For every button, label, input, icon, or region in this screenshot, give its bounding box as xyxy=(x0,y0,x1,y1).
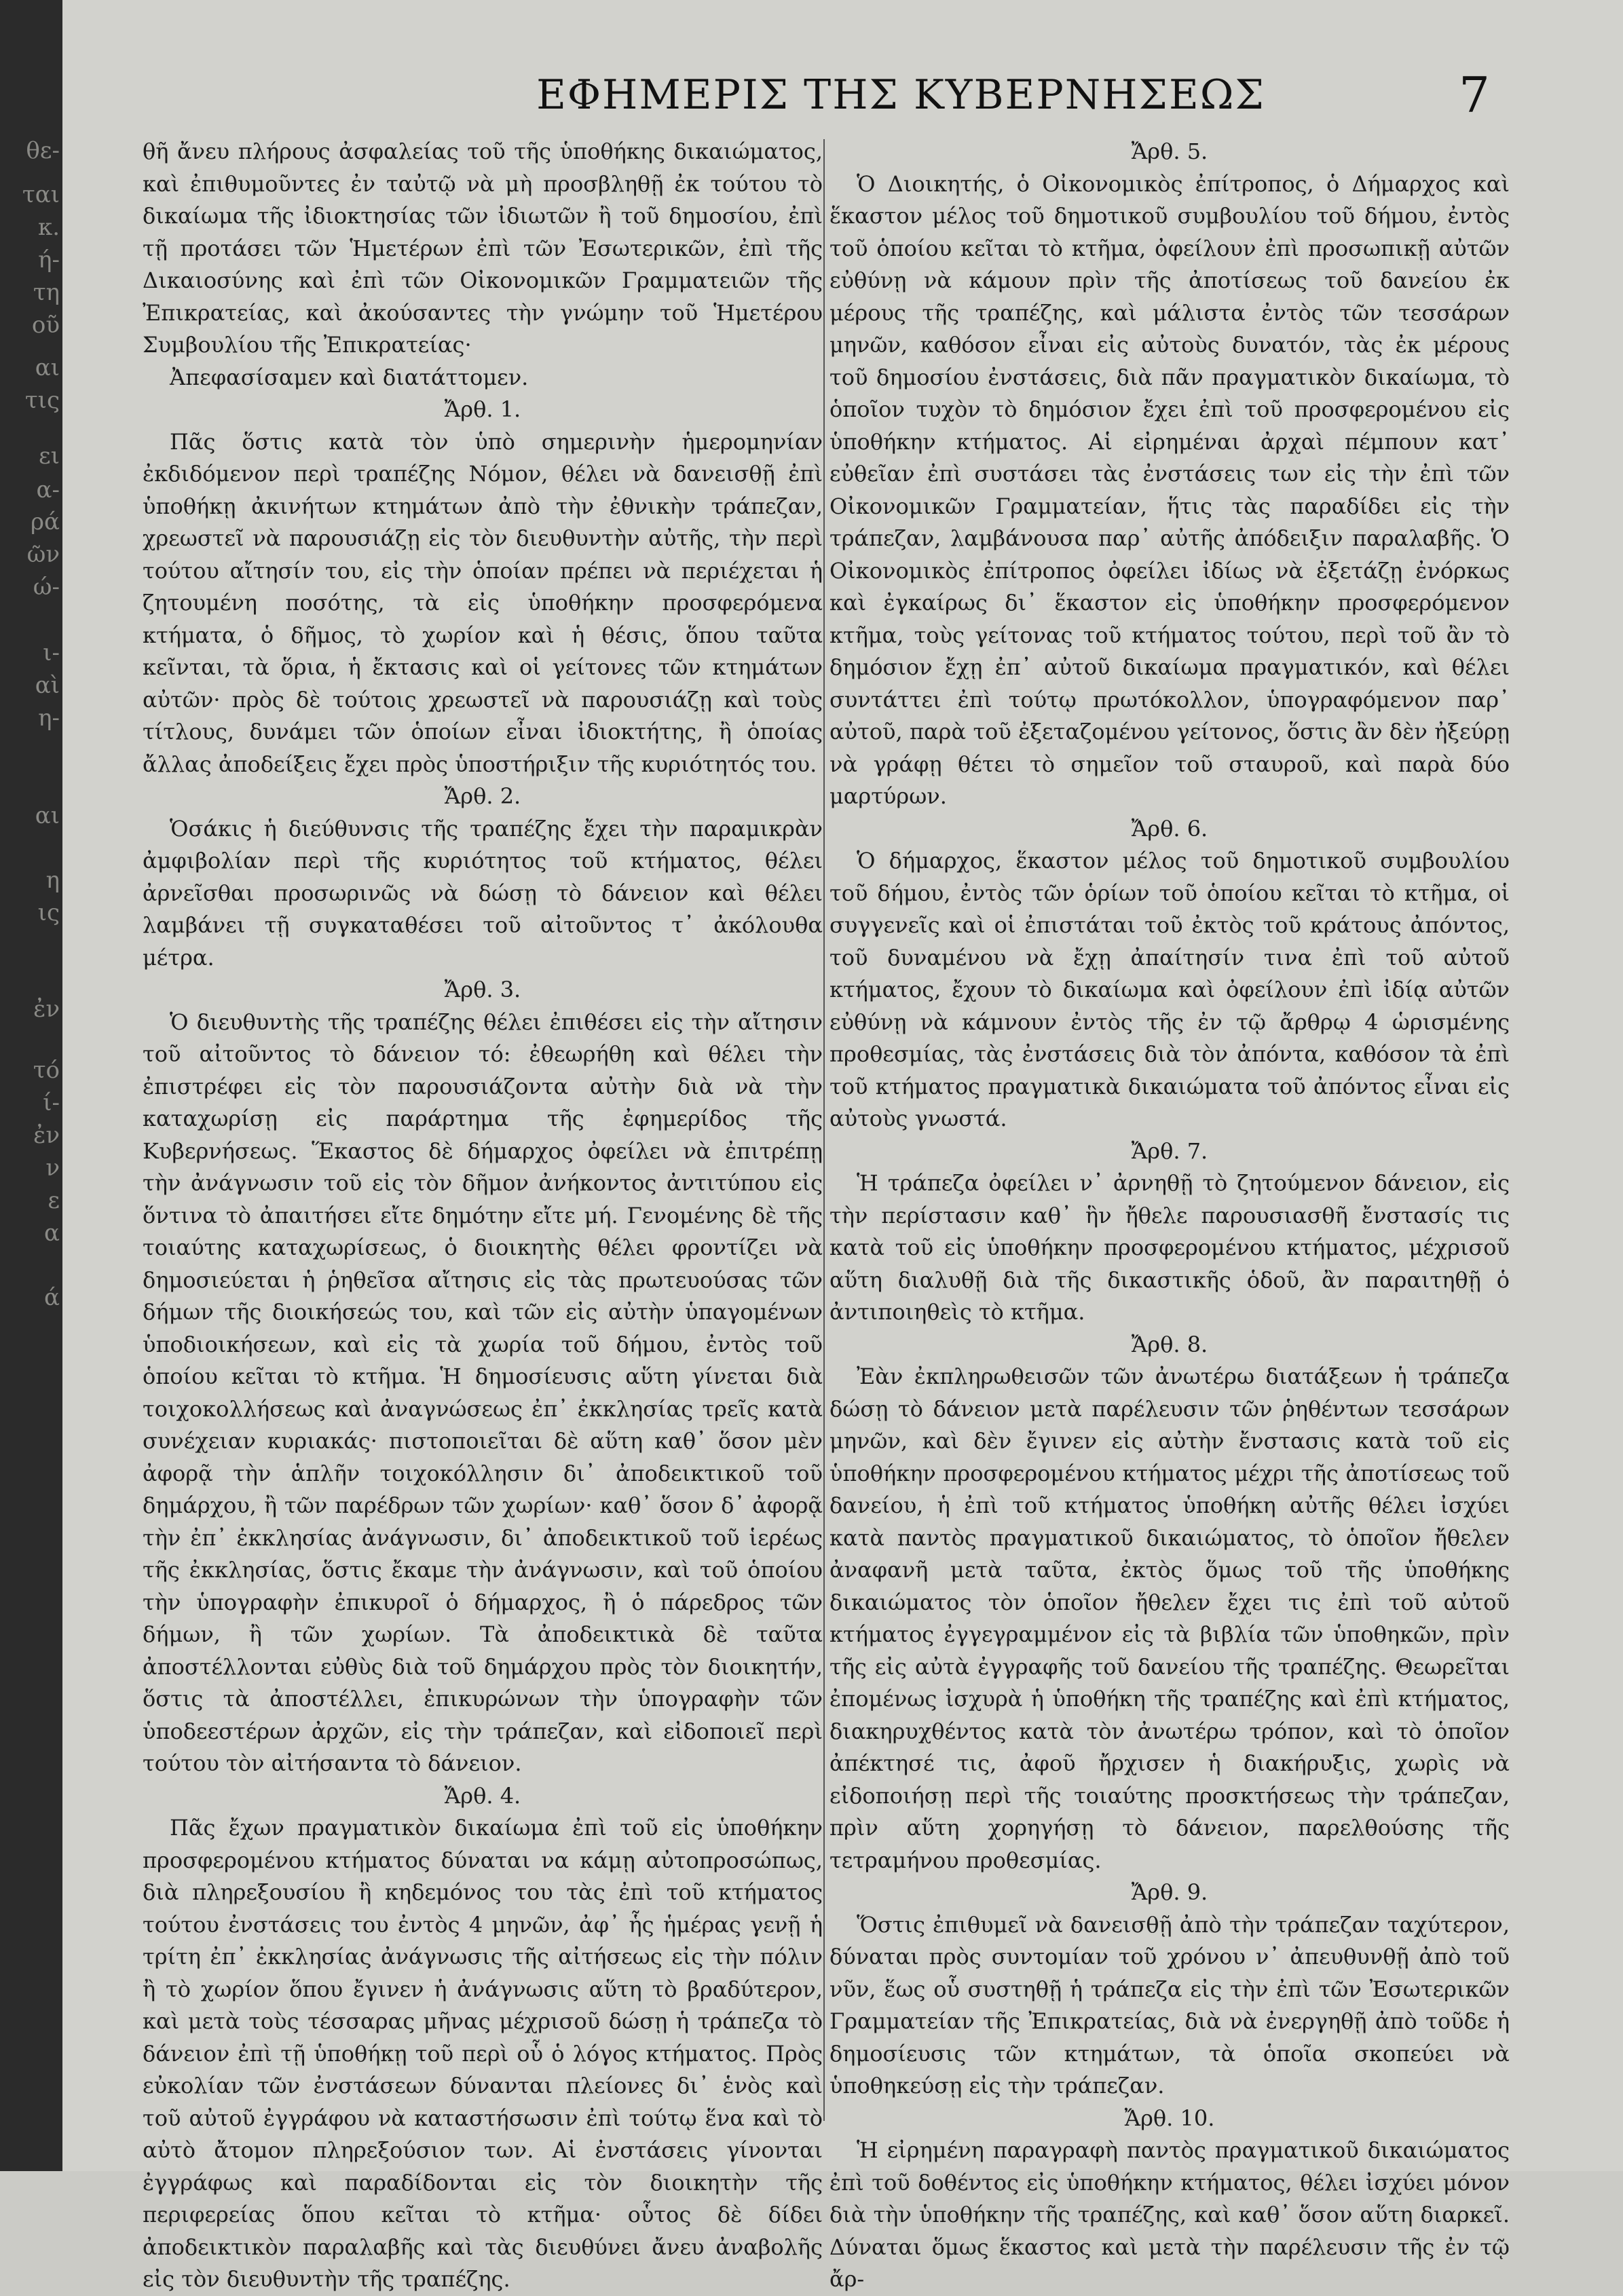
bleed-fragment: ει xyxy=(39,443,60,470)
bleed-fragment: ν xyxy=(45,1154,60,1182)
bleed-fragment: η xyxy=(45,867,60,894)
bleed-fragment: θε- xyxy=(26,137,60,164)
bleed-fragment: αι xyxy=(35,802,60,829)
gazette-page xyxy=(62,0,1623,2292)
decree-line: Ἀπεφασίσαμεν καὶ διατάττομεν. xyxy=(170,364,529,390)
facing-page-bleed xyxy=(0,0,62,2171)
bleed-fragment: ή- xyxy=(38,246,60,274)
right-column xyxy=(829,136,1510,2292)
bleed-fragment: ώ- xyxy=(33,573,60,601)
article-heading-10: Ἄρθ. 10. xyxy=(1124,2105,1215,2131)
article-text-5: Ὁ Διοικητής, ὁ Οἰκονομικὸς ἐπίτροπος, ὁ Δήμαρχος καὶ ἕκαστον μέλος τοῦ δημοτικοῦ συμβουλίου τοῦ δήμου, ἐντὸς τοῦ ὁποίου κεῖται τὸ κτῆμα, ὀφείλουν ἐπὶ προσωπικῇ αὐτῶν εὐθύνῃ νὰ κάμουν πρὶν τῆς ἀποτίσεως τοῦ δανείου ἐκ μέρους τῆς τραπέζης, καὶ μάλιστα ἐντὸς τῶν τεσσάρων μηνῶν, καθόσον εἶναι εἰς αὐτοὺς δυνατόν, τὰς ἐκ μέρους τοῦ δημοσίου ἐνστάσεις, διὰ πᾶν πραγματικὸν δικαίωμα, τὸ ὁποῖον τυχὸν τὸ δημόσιον ἔχει ἐπὶ τοῦ προσφερομένου εἰς ὑποθήκην κτήματος. Αἱ εἰρημέναι ἀρχαὶ πέμπουν κατ᾽ εὐθεῖαν ἐπὶ συστάσει τὰς ἐνστάσεις των εἰς τὴν ἐπὶ τῶν Οἰκονομικῶν Γραμματείαν, ἥτις τὰς παραδίδει εἰς τὴν τράπεζαν, λαμβάνουσα παρ᾽ αὐτῆς ἀπόδειξιν παραλαβῆς. Ὁ Οἰκονομικὸς ἐπίτροπος ὀφείλει ἰδίως νὰ ἐξετάζῃ ἐνόρκως καὶ ἐγκαίρως δι᾽ ἕκαστον εἰς ὑποθήκην προσφερόμενον κτῆμα, τοὺς γείτονας τοῦ κτήματος τούτου, περὶ τοῦ ἂν τὸ δημόσιον ἔχῃ ἐπ᾽ αὐτοῦ δικαίωμα πραγματικόν, καὶ θέλει συντάττει ἐπὶ τούτῳ πρωτόκολλον, ὑπογραφόμενον παρ᾽ αὐτοῦ, παρὰ τοῦ ἐξεταζομένου γείτονος, ὅστις ἂν δὲν ἠξεύρῃ νὰ γράφῃ θέτει τὸ σημεῖον τοῦ σταυροῦ, καὶ παρὰ δύο μαρτύρων. xyxy=(829,170,1510,809)
bleed-fragment: αὶ xyxy=(35,672,60,699)
article-text-8: Ἐὰν ἐκπληρωθεισῶν τῶν ἀνωτέρω διατάξεων ἡ τράπεζα δώσῃ τὸ δάνειον μετὰ παρέλευσιν τῶν ῥηθέντων τεσσάρων μηνῶν, καὶ δὲν ἔγινεν εἰς αὐτὴν ἔνστασις κατὰ τοῦ εἰς ὑποθήκην προσφερομένου κτήματος μέχρι τῆς ἀποτίσεως τοῦ δανείου, ἡ ἐπὶ τοῦ κτήματος ὑποθήκη αὐτῆς θέλει ἰσχύει κατὰ παντὸς πραγματικοῦ δικαιώματος, τὸ ὁποῖον ἤθελεν ἀναφανῆ μετὰ ταῦτα, ἐκτὸς ὅμως τοῦ τῆς ὑποθήκης δικαιώματος τὸν ὁποῖον ἤθελεν ἔχει τις ἐπὶ τοῦ αὐτοῦ κτήματος ἐγγεγραμμένον εἰς τὰ βιβλία τῶν ὑποθηκῶν, πρὶν τῆς εἰς αὐτὰ ἐγγραφῆς τοῦ δανείου τῆς τραπέζης. Θεωρεῖται ἐπομένως ἰσχυρὰ ἡ ὑποθήκη τῆς τραπέζης καὶ ἐπὶ κτήματος, διακηρυχθέντος κατὰ τὸν ἀνωτέρω τρόπον, καὶ τὸ ὁποῖον ἀπέκτησέ τις, ἀφοῦ ἤρχισεν ἡ διακήρυξις, χωρὶς νὰ εἰδοποιήσῃ περὶ τῆς τοιαύτης προσκτήσεως τὴν τράπεζαν, πρὶν αὕτη χορηγήσῃ τὸ δάνειον, παρελθούσης τῆς τετραμήνου προθεσμίας. xyxy=(829,1363,1510,1873)
bleed-fragment: ί- xyxy=(43,1089,60,1116)
article-heading-2: Ἄρθ. 2. xyxy=(444,783,521,809)
bleed-fragment: η- xyxy=(38,704,60,732)
bleed-fragment: οῦ xyxy=(31,312,60,339)
article-heading-5: Ἄρθ. 5. xyxy=(1131,138,1208,164)
bleed-fragment: ρά xyxy=(31,508,60,535)
bleed-fragment: τη xyxy=(33,279,60,306)
bleed-fragment: ται xyxy=(22,181,60,208)
article-heading-4: Ἄρθ. 4. xyxy=(444,1782,521,1809)
article-text-10: Ἡ εἰρημένη παραγραφὴ παντὸς πραγματικοῦ δικαιώματος ἐπὶ τοῦ δοθέντος εἰς ὑποθήκην κτήματος, θέλει ἰσχύει μόνον διὰ τὴν ὑποθήκην τῆς τραπέζης, καὶ καθ᾽ ὅσον αὕτη διαρκεῖ. Δύναται ὅμως ἕκαστος καὶ μετὰ τὴν παρέλευσιν τῆς ἐν τῷ ἄρ- xyxy=(829,2137,1510,2292)
bleed-fragment: ἐν xyxy=(33,1122,60,1149)
article-text-6: Ὁ δήμαρχος, ἕκαστον μέλος τοῦ δημοτικοῦ συμβουλίου τοῦ δήμου, ἐντὸς τῶν ὁρίων τοῦ ὁποίου κεῖται τὸ κτῆμα, οἱ συγγενεῖς καὶ οἱ ἐπιστάται τοῦ ἐκτὸς τοῦ κράτους ἀπόντος, τοῦ δυναμένου νὰ ἔχῃ ἀπαίτησίν τινα ἐπὶ τοῦ αὐτοῦ κτήματος, ἔχουν τὸ δικαίωμα καὶ ὀφείλουν ἐπὶ ἰδίᾳ αὐτῶν εὐθύνῃ νὰ κάμνουν ἐντὸς τῆς ἐν τῷ ἄρθρῳ 4 ὡρισμένης προθεσμίας, τὰς ἐνστάσεις διὰ τὸν ἀπόντα, καθόσον τὰ ἐπὶ τοῦ κτήματος πραγματικὰ δικαιώματα τοῦ ἀπόντος εἶναι εἰς αὐτοὺς γνωστά. xyxy=(829,848,1510,1131)
article-text-3: Ὁ διευθυντὴς τῆς τραπέζης θέλει ἐπιθέσει εἰς τὴν αἴτησιν τοῦ αἰτοῦντος τὸ δάνειον τό: ἐθεωρήθη καὶ θέλει τὴν ἐπιστρέφει εἰς τὸν παρουσιάζοντα αὐτὴν διὰ νὰ τὴν καταχωρίσῃ εἰς παράρτημα τῆς ἐφημερίδος τῆς Κυβερνήσεως. Ἕκαστος δὲ δήμαρχος ὀφείλει νὰ ἐπιτρέπῃ τὴν ἀνάγνωσιν τοῦ εἰς τὸν δῆμον ἀνήκοντος ἀντιτύπου εἰς ὅντινα τὸ ἀπαιτήσει εἴτε δημότην εἴτε μή. Γενομένης δὲ τῆς τοιαύτης καταχωρίσεως, ὁ διοικητὴς θέλει φροντίζει νὰ δημοσιεύεται ἡ ῥηθεῖσα αἴτησις εἰς τὰς πρωτευούσας τῶν δήμων τῆς διοικήσεώς του, καὶ τῶν εἰς αὐτὴν ὑπαγομένων ὑποδιοικήσεων, καὶ εἰς τὰ χωρία τοῦ δήμου, ἐντὸς τοῦ ὁποίου κεῖται τὸ κτῆμα. Ἡ δημοσίευσις αὕτη γίνεται διὰ τοιχοκολλήσεως καὶ ἀναγνώσεως ἐπ᾽ ἐκκλησίας τρεῖς κατὰ συνέχειαν κυριακάς· πιστοποιεῖται δὲ αὕτη καθ᾽ ὅσον μὲν ἀφορᾷ τὴν ἁπλῆν τοιχοκόλλησιν δι᾽ ἀποδεικτικοῦ τοῦ δημάρχου, ἢ τῶν παρέδρων τῶν χωρίων· καθ᾽ ὅσον δ᾽ ἀφορᾷ τὴν ἐπ᾽ ἐκκλησίας ἀνάγνωσιν, δι᾽ ἀποδεικτικοῦ τοῦ ἱερέως τῆς ἐκκλησίας, ὅστις ἔκαμε τὴν ἀνάγνωσιν, καὶ τοῦ ὁποίου τὴν ὑπογραφὴν ἐπικυροῖ ὁ δήμαρχος, ἢ ὁ πάρεδρος τῶν δήμων, ἢ τῶν χωρίων. Τὰ ἀποδεικτικὰ δὲ ταῦτα ἀποστέλλονται εὐθὺς διὰ τοῦ δημάρχου πρὸς τὸν διοικητήν, ὅστις τὰ ἀποστέλλει, ἐπικυρώνων τὴν ὑπογραφὴν τῶν ὑποδεεστέρων ἀρχῶν, εἰς τὴν τράπεζαν, καὶ εἰδοποιεῖ περὶ τούτου τὸν αἰτήσαντα τὸ δάνειον. xyxy=(143,1009,823,1776)
bleed-fragment: τό xyxy=(33,1057,60,1084)
bleed-fragment: ε xyxy=(48,1187,60,1214)
column-divider xyxy=(823,139,825,2121)
left-column xyxy=(143,136,823,2292)
bleed-fragment: ι- xyxy=(43,639,60,666)
bleed-fragment: α xyxy=(44,1220,60,1247)
article-text-9: Ὅστις ἐπιθυμεῖ νὰ δανεισθῇ ἀπὸ τὴν τράπεζαν ταχύτερον, δύναται πρὸς συντομίαν τοῦ χρόνου ν᾽ ἀπευθυνθῇ ἀπὸ τοῦ νῦν, ἕως οὗ συστηθῇ ἡ τράπεζα εἰς τὴν ἐπὶ τῶν Ἐσωτερικῶν Γραμματείαν τῆς Ἐπικρατείας, διὰ νὰ ἐνεργηθῇ ἀπὸ τοῦδε ἡ δημοσίευσις τῶν κτημάτων, τὰ ὁποῖα σκοπεύει νὰ ὑποθηκεύσῃ εἰς τὴν τράπεζαν. xyxy=(829,1911,1510,2099)
bleed-fragment: αι xyxy=(35,354,60,381)
bleed-fragment: ἐν xyxy=(33,996,60,1023)
article-heading-7: Ἄρθ. 7. xyxy=(1131,1137,1208,1164)
bleed-fragment: ά xyxy=(44,1284,60,1311)
bleed-fragment: α- xyxy=(36,476,60,504)
intro-paragraph: θῆ ἄνευ πλήρους ἀσφαλείας τοῦ τῆς ὑποθήκης δικαιώματος, καὶ ἐπιθυμοῦντες ἐν ταὐτῷ νὰ μὴ προσβληθῇ ἐκ τούτου τὸ δικαίωμα τῆς ἰδιοκτησίας τῶν ἰδιωτῶν ἢ τοῦ δημοσίου, ἐπὶ τῇ προτάσει τῶν Ἡμετέρων ἐπὶ τῶν Ἐσωτερικῶν, ἐπὶ τῆς Δικαιοσύνης καὶ ἐπὶ τῶν Οἰκονομικῶν Γραμματειῶν τῆς Ἐπικρατείας, καὶ ἀκούσαντες τὴν γνώμην τοῦ Ἡμετέρου Συμβουλίου τῆς Ἐπικρατείας· xyxy=(143,138,823,358)
article-text-1: Πᾶς ὅστις κατὰ τὸν ὑπὸ σημερινὴν ἡμερομηνίαν ἐκδιδόμενον περὶ τραπέζης Νόμον, θέλει νὰ δανεισθῇ ἐπὶ ὑποθήκῃ ἀκινήτων κτημάτων ἀπὸ τὴν ἐθνικὴν τράπεζαν, χρεωστεῖ νὰ παρουσιάζῃ εἰς τὸν διευθυντὴν αὐτῆς, τὴν περὶ τούτου αἴτησίν του, εἰς τὴν ὁποίαν πρέπει νὰ περιέχεται ἡ ζητουμένη ποσότης, τὰ εἰς ὑποθήκην προσφερόμενα κτήματα, ὁ δῆμος, τὸ χωρίον καὶ ἡ θέσις, ὅπου ταῦτα κεῖνται, τὰ ὅρια, ἡ ἔκτασις καὶ οἱ γείτονες τῶν κτημάτων αὐτῶν· πρὸς δὲ τούτοις χρεωστεῖ νὰ παρουσιάζῃ καὶ τοὺς τίτλους, δυνάμει τῶν ὁποίων εἶναι ἰδιοκτήτης, ἢ ὁποίας ἄλλας ἀποδείξεις ἔχει πρὸς ὑποστήριξιν τῆς κυριότητός του. xyxy=(143,428,823,777)
article-heading-8: Ἄρθ. 8. xyxy=(1131,1331,1208,1357)
article-heading-6: Ἄρθ. 6. xyxy=(1131,815,1208,842)
bleed-fragment: ις xyxy=(37,899,60,926)
page-header xyxy=(62,64,1623,126)
article-heading-3: Ἄρθ. 3. xyxy=(444,977,521,1002)
article-text-2: Ὁσάκις ἡ διεύθυνσις τῆς τραπέζης ἔχει τὴν παραμικρὰν ἀμφιβολίαν περὶ τῆς κυριότητος τοῦ κτήματος, θέλει ἀρνεῖσθαι προσωρινῶς νὰ δώσῃ τὸ δάνειον καὶ θέλει λαμβάνει τῇ συγκαταθέσει τοῦ αἰτοῦντος τ᾽ ἀκόλουθα μέτρα. xyxy=(143,815,823,971)
bleed-fragment: ῶν xyxy=(26,541,60,568)
article-text-7: Ἡ τράπεζα ὀφείλει ν᾽ ἀρνηθῇ τὸ ζητούμενον δάνειον, εἰς τὴν περίστασιν καθ᾽ ἣν ἤθελε παρουσιασθῆ ἔνστασίς τις κατὰ τοῦ εἰς ὑποθήκην προσφερομένου κτήματος, μέχρισοῦ αὕτη διαλυθῇ διὰ τῆς δικαστικῆς ὁδοῦ, ἂν παραιτηθῇ ὁ ἀντιποιηθεὶς τὸ κτῆμα. xyxy=(829,1170,1510,1325)
article-heading-1: Ἄρθ. 1. xyxy=(444,396,521,422)
page-title: ΕΦΗΜΕΡΙΣ ΤΗΣ ΚΥΒΕΡΝΗΣΕΩΣ xyxy=(536,71,1265,119)
article-text-4: Πᾶς ἔχων πραγματικὸν δικαίωμα ἐπὶ τοῦ εἰς ὑποθήκην προσφερομένου κτήματος δύναται να κάμῃ αὐτοπροσώπως, διὰ πληρεξουσίου ἢ κηδεμόνος του τὰς ἐπὶ τοῦ κτήματος τούτου ἐνστάσεις του ἐντὸς 4 μηνῶν, ἀφ᾽ ἧς ἡμέρας γενῇ ἡ τρίτη ἐπ᾽ ἐκκλησίας ἀνάγνωσις τῆς αἰτήσεως εἰς τὴν πόλιν ἢ τὸ χωρίον ὅπου ἔγινεν ἡ ἀνάγνωσις αὕτη τὸ βραδύτερον, καὶ μετὰ τοὺς τέσσαρας μῆνας μέχρισοῦ δώσῃ ἡ τράπεζα τὸ δάνειον ἐπὶ τῇ ὑποθήκῃ τοῦ περὶ οὗ ὁ λόγος κτήματος. Πρὸς εὐκολίαν τῶν ἐνστάσεων δύνανται πλείονες δι᾽ ἑνὸς καὶ τοῦ αὐτοῦ ἐγγράφου νὰ καταστήσωσιν ἐπὶ τούτῳ ἕνα καὶ τὸ αὐτὸ ἄτομον πληρεξούσιον των. Αἱ ἐνστάσεις γίνονται ἐγγράφως καὶ παραδίδονται εἰς τὸν διοικητὴν τῆς περιφερείας ὅπου κεῖται τὸ κτῆμα· οὗτος δὲ δίδει ἀποδεικτικὸν παραλαβῆς καὶ τὰς διευθύνει ἄνευ ἀναβολῆς εἰς τὸν διευθυντὴν τῆς τραπέζης. xyxy=(143,1815,823,2292)
bleed-fragment: κ. xyxy=(37,214,60,241)
page-number: 7 xyxy=(1459,67,1490,124)
bleed-fragment: τις xyxy=(24,387,60,414)
article-heading-9: Ἄρθ. 9. xyxy=(1131,1879,1208,1905)
